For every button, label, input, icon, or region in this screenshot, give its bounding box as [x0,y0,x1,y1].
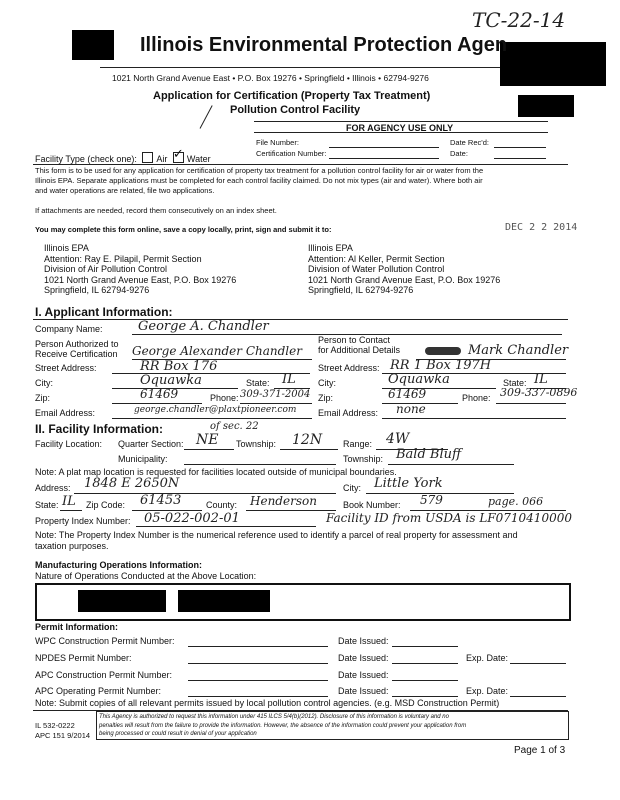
water-mailing-address: Illinois EPA Attention: Al Keller, Permit Section Division of Water Pollution Control 1021 North Grand Avenue East, P.O. Box 19276 Springfield, IL 62794-9276 [308,243,501,295]
plat-note: Note: A plat map location is requested for facilities located outside of municipal boundaries. [35,467,397,477]
apc-operating-date-field[interactable] [392,696,458,697]
agency-use-title: FOR AGENCY USE ONLY [346,123,454,133]
company-value: George A. Chandler [138,319,269,334]
state2-value: IL [534,372,548,387]
cert-number-label: Certification Number: [256,149,327,158]
intro-line-3: and water operations are related, file two applications. [35,186,215,195]
apc-construction-date-label: Date Issued: [338,670,389,680]
pin-value: 05-022-002-01 [144,511,240,526]
phone-field[interactable] [240,403,312,404]
street2-value: RR 1 Box 197H [390,358,492,373]
zip-value: 61469 [140,387,179,401]
redacted-logo [72,30,114,60]
zip-field[interactable] [112,403,202,404]
facility-location-label: Facility Location: [35,439,103,449]
state2-label: State: [503,378,527,388]
email-label: Email Address: [35,408,96,418]
water-label: Water [186,154,211,164]
form-id: IL 532-0222 APC 151 9/2014 [35,721,91,740]
pin-note-2: taxation purposes. [35,541,109,551]
township2-value: Bald Bluff [396,447,462,462]
facility-city-value: Little York [374,476,443,491]
county-label: County: [206,500,238,510]
applicant-section-title: I. Applicant Information: [35,305,173,319]
apc-construction-field[interactable] [188,680,328,681]
street2-label: Street Address: [318,363,380,373]
apc-operating-label: APC Operating Permit Number: [35,686,162,696]
disclaimer-line-2: penalties will result from the failure to provide the information. However, the absence of the information could prevent your application from [99,722,467,729]
email2-value: none [396,402,426,416]
zip2-label: Zip: [318,393,334,403]
air-label: Air [156,154,168,164]
township-field[interactable] [280,449,338,450]
redacted-block [500,42,606,86]
nature-of-operations-label: Nature of Operations Conducted at the Above Location: [35,571,257,581]
wpc-date-field[interactable] [392,646,458,647]
form-subtitle: Pollution Control Facility [230,104,361,116]
address-value: 1848 E 2650N [84,476,180,491]
township-label: Township: [236,439,277,449]
wpc-date-label: Date Issued: [338,636,389,646]
disclaimer-box [96,711,569,740]
zip-label: Zip: [35,393,51,403]
permit-info-title: Permit Information: [35,622,119,632]
facility-city-label: City: [343,483,361,493]
city-value: Oquawka [140,373,202,388]
redacted-block [518,95,574,117]
facility-type-row [35,146,211,164]
township2-label: Township: [343,454,384,464]
municipality-label: Municipality: [118,454,168,464]
book-value: 579 [420,493,443,507]
county-value: Henderson [250,494,317,508]
form-title: Application for Certification (Property Tax Treatment) [153,90,431,102]
cert-number-field[interactable] [329,158,439,159]
apc-operating-exp-label: Exp. Date: [466,686,509,696]
quarter-field[interactable] [184,449,234,450]
street-label: Street Address: [35,363,97,373]
received-stamp: DEC 2 2 2014 [505,222,578,233]
range-value: 4W [386,431,410,447]
phone2-label: Phone: [462,393,491,403]
email2-field[interactable] [382,418,566,419]
quarter-label: Quarter Section: [118,439,184,449]
county-field[interactable] [246,510,336,511]
manufacturing-title: Manufacturing Operations Information: [35,560,203,570]
township2-field[interactable] [388,464,514,465]
facility-state-label: State: [35,500,59,510]
agency-address: 1021 North Grand Avenue East • P.O. Box 19276 • Springfield • Illinois • 62794-9276 [112,73,429,83]
quarter-note: of sec. 22 [210,421,259,432]
email-field[interactable] [112,418,312,419]
air-checkbox[interactable] [142,152,153,163]
contact-label: Person to Contact for Additional Details [318,335,401,355]
wpc-construction-label: WPC Construction Permit Number: [35,636,175,646]
page-value: page. 066 [488,495,544,508]
zip2-value: 61469 [388,387,427,401]
pin-field[interactable] [136,526,316,527]
agency-use-box [254,121,548,161]
npdes-date-label: Date Issued: [338,653,389,663]
authorized-value: George Alexander Chandler [132,344,302,358]
attachments-note: If attachments are needed, record them consecutively on an index sheet. [35,206,277,215]
intro-line-2: Illinois EPA. Separate applications must be completed for each control facility claimed. Do not mix types (air and water). Where both air [35,176,483,185]
apc-operating-exp-field[interactable] [510,696,566,697]
npdes-date-field[interactable] [392,663,458,664]
air-mailing-address: Illinois EPA Attention: Ray E. Pilapil, Permit Section Division of Air Pollution Control 1021 North Grand Avenue East, P.O. Box 19276 Springfield, IL 62794-9276 [44,243,237,295]
redacted-block [78,590,166,612]
authorized-label: Person Authorized to Receive Certification [35,339,119,359]
facility-section-title: II. Facility Information: [35,422,164,436]
page-number: Page 1 of 3 [514,745,566,756]
disclaimer-line-3: being processed or could result in denial of your application [99,731,257,737]
date-label: Date: [450,149,468,158]
npdes-label: NPDES Permit Number: [35,653,132,663]
agency-name: Illinois Environmental Protection Agen [140,34,508,56]
email2-label: Email Address: [318,408,379,418]
city2-label: City: [318,378,336,388]
checkmark-icon: ✓ [172,146,184,161]
scribbled-out-text [425,347,461,355]
township-value: 12N [292,432,323,448]
apc-operating-date-label: Date Issued: [338,686,389,696]
check-stroke [200,105,213,128]
quarter-value: NE [196,432,219,448]
state-label: State: [246,378,270,388]
water-checkbox[interactable] [172,146,184,163]
zip-code-label: Zip Code: [86,500,126,510]
npdes-exp-field[interactable] [510,663,566,664]
facility-state-field[interactable] [60,510,82,511]
company-label: Company Name: [35,324,103,334]
disclaimer-line-1: This Agency is authorized to request this information under 415 ILCS 5/4(b)(2012). Disclosure of this information is voluntary and no [99,714,449,720]
range-label: Range: [343,439,373,449]
facility-state-value: IL [62,494,76,509]
permit-note: Note: Submit copies of all relevant permits issued by local pollution control agencies. (e.g. MSD Construction Permit) [35,698,500,708]
zip-code-value: 61453 [140,493,182,508]
date-field[interactable] [494,158,546,159]
phone-value: 309-371-2004 [240,389,311,400]
pin-label: Property Index Number: [35,516,131,526]
city-label: City: [35,378,53,388]
email-value: george.chandler@plaxtpioneer.com [134,405,297,415]
pin-note-1: Note: The Property Index Number is the numerical reference used to identify a parcel of real property for assessment and [35,530,518,540]
npdes-field[interactable] [188,663,328,664]
facility-type-label: Facility Type (check one): [35,154,137,164]
file-number-label: File Number: [256,138,299,147]
handwritten-docket-number: TC-22-14 [472,8,566,32]
redacted-block [178,590,270,612]
pin-extra-note: Facility ID from USDA is LF0710410000 [326,511,572,525]
municipality-field[interactable] [184,464,336,465]
intro-line-1: This form is to be used for any application for certification of property tax treatment for a pollution control facility for air or water from the [35,166,484,175]
city2-value: Oquawka [388,372,450,387]
street-value: RR Box 176 [140,359,218,374]
phone2-field[interactable] [496,403,566,404]
phone-label: Phone: [210,393,239,403]
date-recd-field[interactable] [494,147,546,148]
contact-value: Mark Chandler [468,343,569,358]
wpc-construction-field[interactable] [188,646,328,647]
npdes-exp-label: Exp. Date: [466,653,509,663]
date-recd-label: Date Rec'd: [450,138,489,147]
apc-construction-date-field[interactable] [392,680,458,681]
apc-operating-field[interactable] [188,696,328,697]
book-label: Book Number: [343,500,401,510]
apc-construction-label: APC Construction Permit Number: [35,670,173,680]
submit-instructions: You may complete this form online, save a copy locally, print, sign and submit it to: [35,225,332,234]
phone2-value: 309-337-0896 [500,386,578,399]
file-number-field[interactable] [329,147,439,148]
state-value: IL [282,372,296,387]
address-label: Address: [35,483,71,493]
